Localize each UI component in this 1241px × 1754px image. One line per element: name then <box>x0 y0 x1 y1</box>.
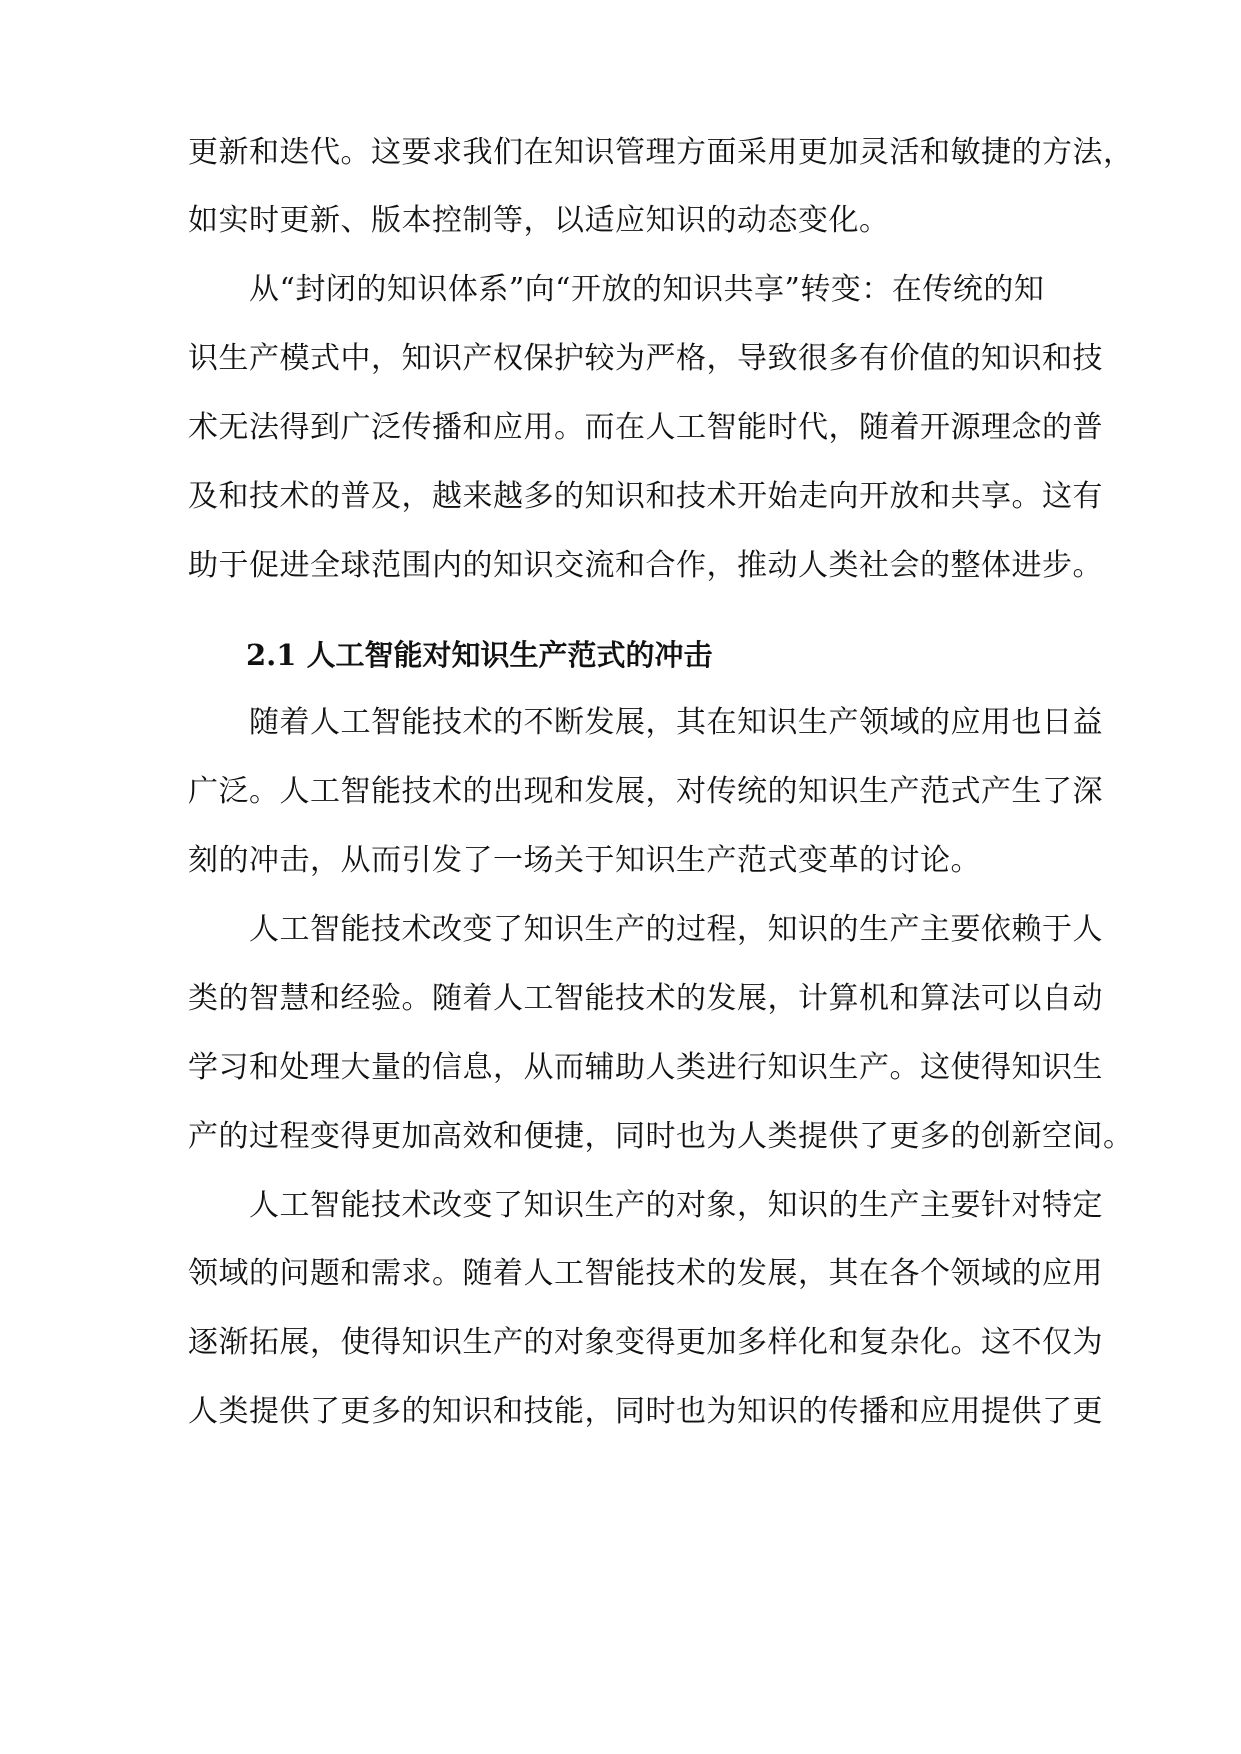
paragraph-line: 人工智能技术改变了知识生产的对象，知识的生产主要针对特定 <box>188 1188 1103 1223</box>
paragraph-line: 刻的冲击，从而引发了一场关于知识生产范式变革的讨论。 <box>188 843 981 878</box>
paragraph-line: 人工智能技术改变了知识生产的过程，知识的生产主要依赖于人 <box>188 912 1103 947</box>
paragraph-line: 及和技术的普及，越来越多的知识和技术开始走向开放和共享。这有 <box>188 479 1103 514</box>
paragraph-line: 学习和处理大量的信息，从而辅助人类进行知识生产。这使得知识生 <box>188 1050 1103 1085</box>
paragraph-line: 随着人工智能技术的不断发展，其在知识生产领域的应用也日益 <box>188 705 1103 740</box>
section-heading: 2.1 人工智能对知识生产范式的冲击 <box>246 638 713 672</box>
paragraph-line: 广泛。人工智能技术的出现和发展，对传统的知识生产范式产生了深 <box>188 774 1103 809</box>
paragraph-line: 识生产模式中，知识产权保护较为严格，导致很多有价值的知识和技 <box>188 341 1103 376</box>
paragraph-line: 如实时更新、版本控制等，以适应知识的动态变化。 <box>188 203 890 238</box>
paragraph-line: 更新和迭代。这要求我们在知识管理方面采用更加灵活和敏捷的方法， <box>188 135 1134 170</box>
paragraph-line: 逐渐拓展，使得知识生产的对象变得更加多样化和复杂化。这不仅为 <box>188 1325 1103 1360</box>
paragraph-line: 类的智慧和经验。随着人工智能技术的发展，计算机和算法可以自动 <box>188 981 1103 1016</box>
paragraph-line: 从“封闭的知识体系”向“开放的知识共享”转变：在传统的知 <box>188 272 1045 307</box>
paragraph-line: 人类提供了更多的知识和技能，同时也为知识的传播和应用提供了更 <box>188 1394 1103 1429</box>
paragraph-line: 产的过程变得更加高效和便捷，同时也为人类提供了更多的创新空间。 <box>188 1119 1134 1154</box>
paragraph-line: 助于促进全球范围内的知识交流和合作，推动人类社会的整体进步。 <box>188 548 1103 583</box>
paragraph-line: 领域的问题和需求。随着人工智能技术的发展，其在各个领域的应用 <box>188 1256 1103 1291</box>
paragraph-line: 术无法得到广泛传播和应用。而在人工智能时代，随着开源理念的普 <box>188 410 1103 445</box>
